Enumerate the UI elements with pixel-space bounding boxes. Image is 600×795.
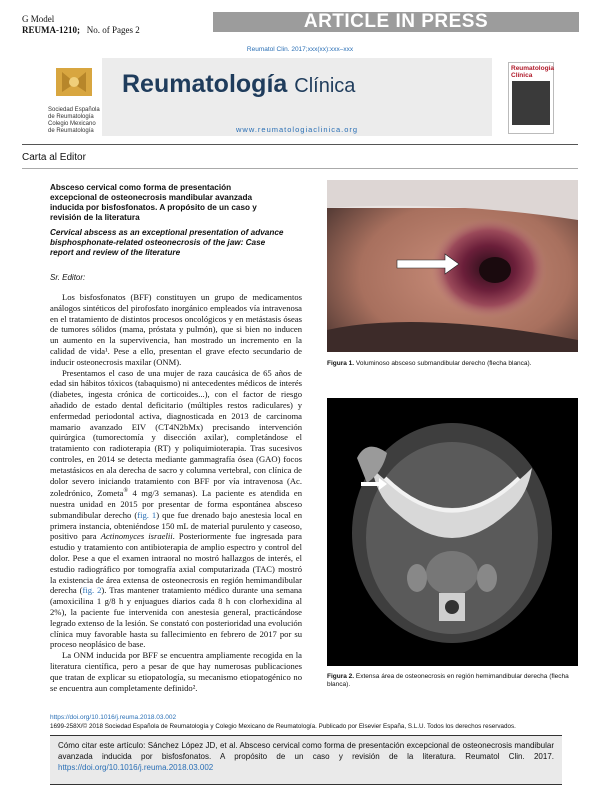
journal-cover	[508, 62, 554, 134]
section-label: Carta al Editor	[22, 152, 86, 163]
copyright: 1699-258X/© 2018 Sociedad Española de Reumatología y Colegio Mexicano de Reumatología. Publicado por Elsevier España, S.L.U. Todos los derechos reservados.	[50, 723, 516, 730]
society-logo	[48, 66, 102, 135]
salutation: Sr. Editor:	[50, 273, 86, 282]
paragraph-3: La ONM inducida por BFF se encuentra ampliamente recogida en la literatura científica, pero a pesar de que hay numerosas publicaciones que tratan de explicar su etiopatología, su mecanismo etiopatogénico no se encuentra aun completamente definido².	[50, 650, 302, 693]
neck-abscess-photo	[327, 180, 578, 352]
fig1-link[interactable]: fig. 1	[137, 509, 157, 520]
figure-1-photo	[327, 180, 578, 352]
cite-box	[50, 735, 562, 785]
journal-title-bold: Reumatología	[122, 70, 288, 98]
header-rule	[22, 144, 578, 145]
journal-url[interactable]: www.reumatologiaclinica.org	[236, 125, 359, 134]
cite-doi-link[interactable]: https://doi.org/10.1016/j.reuma.2018.03.002	[58, 763, 214, 772]
paragraph-1: Los bisfosfonatos (BFF) constituyen un grupo de medicamentos análogos sintéticos del pirofosfato inorgánico empleados vía intravenosa en el tratamiento de distintos procesos oncológicos y en metástasis óseas de tumores sólidos (mama, próstata y pulmón), que si bien no inducen un aumento en la supervivencia, han mostrado un incremento en la calidad de vida¹. Pese a ello, presentan el grave efecto secundario de inducir osteonecrosis maxilar (ONM).	[50, 292, 302, 367]
figure-1-caption: Figura 1. Voluminoso absceso submandibular derecho (flecha blanca).	[327, 360, 532, 367]
journal-title-light: Clínica	[294, 75, 356, 97]
society-emblem-icon	[54, 66, 94, 98]
cite-text: Cómo citar este artículo: Sánchez López JD, et al. Absceso cervical como forma de presentación excepcional de osteonecrosis mandibular avanzada inducida por bisfosfonatos. A propósito de un caso y revisión de la literatura. Reumatol Clin. 2017.	[58, 741, 554, 761]
ct-scan-image	[327, 398, 578, 666]
article-in-press-banner: ARTICLE IN PRESS	[213, 12, 579, 32]
paragraph-2: Presentamos el caso de una mujer de raza caucásica de 65 años de edad sin hábitos tóxicos (tabaquismo) ni antecedentes médicos de interés (diabetes, ingesta crónica de corticoides...), con el factor de riesgo añadido de estado dental deficitario (múltiples restos radiculares) y enfermedad periodontal activa, diagnosticada en 2013 de carcinoma mamario avanzado EIV (CT4N2bMx) precisando intervención quirúrgica (tumorectomía y disección axilar), completándose el tratamiento con radioterapia (RT) y poliquimioterapia. Tras sucesivos controles, en 2014 se detecta mediante gammagrafía ósea (GAO) focos metastásicos en ala derecha de sacro y columna vertebral, con clínica de dolor severo iniciando tratamiento con BFF por vía intravenosa (Ac. zoledrónico, Zometa® 4 mg/3 semanas). La paciente es atendida en nuestra unidad en 2015 por presentar de forma espontánea absceso submandibular derecho (fig. 1) que fue drenado bajo anestesia local en primera instancia, obteniéndose 150 mL de material purulento y caseoso, positivo para Actinomyces israelii. Posteriormente fue ingresada para estudio y tratamiento con antibioterapia de amplio espectro y control del dolor. Pese a que el examen intraoral no mostró hallazgos de interés, el estudio radiográfico por tomografía axial computarizada (TAC) mostró la existencia de área extensa de osteonecrosis en región hemimandibular derecha (fig. 2). Tras mantener tratamiento médico durante una semana (amoxicilina 1 g/8 h y enjuagues diarios cada 8 h con clorhexidina al 2%), la paciente fue intervenida con anestesia general, practicándose legrado extenso de la lesión. Se constató con posterioridad una evolución clínica muy favorable hasta su fallecimiento en febrero de 2017 por su proceso neoplásico de base.	[50, 367, 303, 650]
journal-title	[122, 70, 355, 99]
figure-2-caption: Figura 2. Extensa área de osteonecrosis en región hemimandibular derecha (flecha blanca).	[327, 673, 569, 688]
page-count: No. of Pages 2	[86, 25, 140, 35]
article-body	[50, 292, 302, 693]
doi-link[interactable]: https://doi.org/10.1016/j.reuma.2018.03.002	[50, 714, 177, 721]
section-rule	[22, 168, 578, 169]
article-title-en: Cervical abscess as an exceptional presentation of advance bisphosphonate-related osteonecrosis of the jaw: Case report and review of the literature	[50, 228, 284, 257]
figure-2-ct-scan	[327, 398, 578, 666]
society-name: Sociedad Española de Reumatología Colegio Mexicano de Reumatología	[48, 107, 100, 134]
journal-cite-line: Reumatol Clin. 2017;xxx(xx):xxx–xxx	[246, 46, 354, 53]
article-title-es: Absceso cervical como forma de presentación excepcional de osteonecrosis mandibular avanzada inducida por bisfosfonatos. A propósito de un caso y revisión de la literatura	[50, 183, 257, 222]
article-ref: REUMA-1210;	[22, 25, 80, 35]
cover-title: Reumatología Clínica	[511, 65, 554, 79]
model-label: G Model	[22, 14, 55, 24]
cover-image	[512, 81, 550, 125]
running-header	[22, 14, 140, 36]
fig2-link[interactable]: fig. 2	[82, 585, 102, 596]
